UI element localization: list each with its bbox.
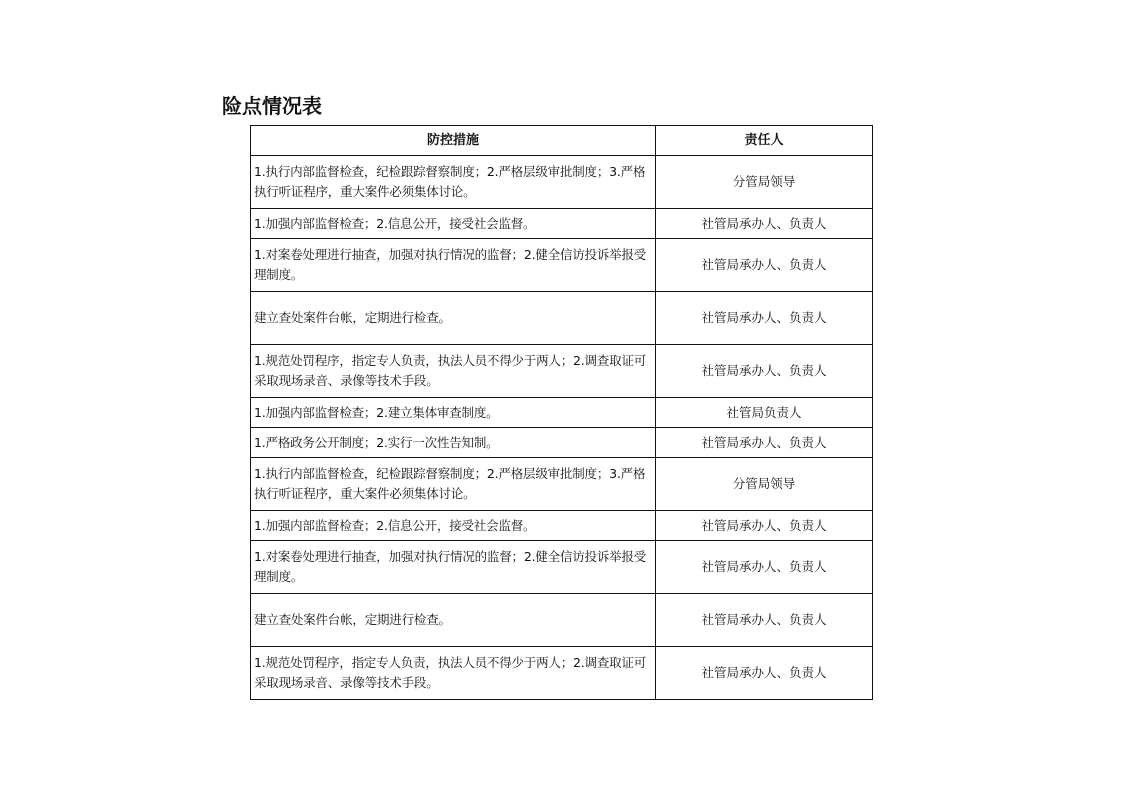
owner-cell: 分管局领导 (656, 458, 873, 511)
measures-cell: 1.加强内部监督检查；2.建立集体审查制度。 (251, 398, 656, 428)
owner-cell: 社管局承办人、负责人 (656, 594, 873, 647)
owner-cell: 社管局承办人、负责人 (656, 511, 873, 541)
owner-cell: 社管局承办人、负责人 (656, 345, 873, 398)
table-row (251, 156, 873, 209)
owner-cell: 社管局承办人、负责人 (656, 428, 873, 458)
risk-control-table (250, 125, 873, 700)
table-row (251, 511, 873, 541)
table-row (251, 239, 873, 292)
table-header-row (251, 126, 873, 156)
measures-cell: 1.对案卷处理进行抽查，加强对执行情况的监督；2.健全信访投诉举报受理制度。 (251, 239, 656, 292)
column-header-measures: 防控措施 (251, 126, 656, 156)
measures-cell: 1.规范处罚程序，指定专人负责，执法人员不得少于两人；2.调查取证可采取现场录音、录像等技术手段。 (251, 345, 656, 398)
table-row (251, 398, 873, 428)
table-row (251, 647, 873, 700)
measures-cell: 1.加强内部监督检查；2.信息公开，接受社会监督。 (251, 209, 656, 239)
measures-cell: 1.加强内部监督检查；2.信息公开，接受社会监督。 (251, 511, 656, 541)
table-row (251, 541, 873, 594)
table-row (251, 345, 873, 398)
table-row (251, 458, 873, 511)
owner-cell: 社管局承办人、负责人 (656, 292, 873, 345)
table-row (251, 594, 873, 647)
page-title-text: 险点情况表 (222, 94, 322, 118)
owner-cell: 社管局承办人、负责人 (656, 541, 873, 594)
measures-cell: 1.执行内部监督检查，纪检跟踪督察制度；2.严格层级审批制度；3.严格执行听证程序，重大案件必须集体讨论。 (251, 458, 656, 511)
owner-cell: 社管局承办人、负责人 (656, 647, 873, 700)
owner-cell: 社管局承办人、负责人 (656, 209, 873, 239)
measures-cell: 建立查处案件台帐，定期进行检查。 (251, 594, 656, 647)
measures-cell: 1.规范处罚程序，指定专人负责，执法人员不得少于两人；2.调查取证可采取现场录音、录像等技术手段。 (251, 647, 656, 700)
table-row (251, 428, 873, 458)
measures-cell: 1.执行内部监督检查，纪检跟踪督察制度；2.严格层级审批制度；3.严格执行听证程序，重大案件必须集体讨论。 (251, 156, 656, 209)
owner-cell: 社管局负责人 (656, 398, 873, 428)
column-header-owner: 责任人 (656, 126, 873, 156)
measures-cell: 1.严格政务公开制度；2.实行一次性告知制。 (251, 428, 656, 458)
measures-cell: 1.对案卷处理进行抽查，加强对执行情况的监督；2.健全信访投诉举报受理制度。 (251, 541, 656, 594)
table-row (251, 292, 873, 345)
owner-cell: 社管局承办人、负责人 (656, 239, 873, 292)
page-title (222, 92, 362, 120)
owner-cell: 分管局领导 (656, 156, 873, 209)
measures-cell: 建立查处案件台帐，定期进行检查。 (251, 292, 656, 345)
table-row (251, 209, 873, 239)
